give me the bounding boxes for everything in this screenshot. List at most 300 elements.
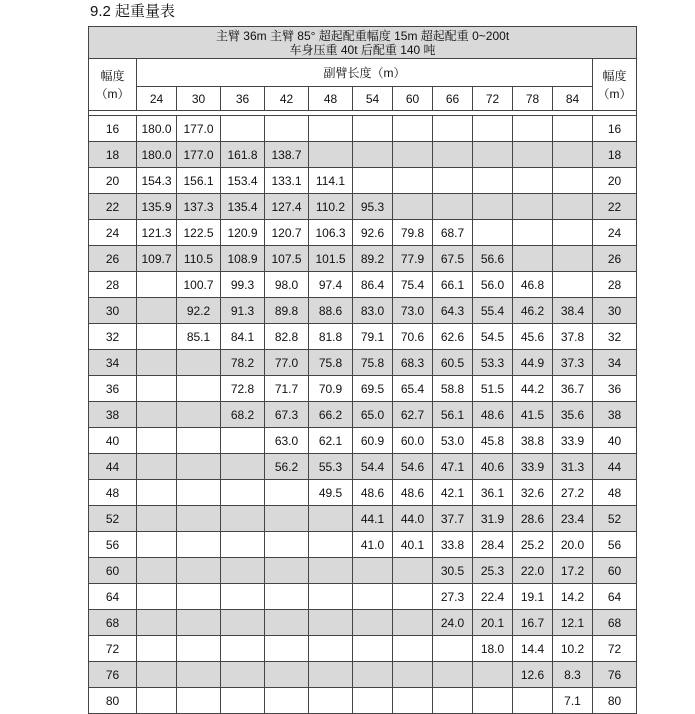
- capacity-cell: 60.5: [433, 350, 473, 376]
- capacity-cell: 89.2: [353, 246, 393, 272]
- capacity-cell: 58.8: [433, 376, 473, 402]
- radius-unit: （m）: [597, 86, 632, 101]
- radius-cell: 76: [593, 662, 637, 688]
- capacity-cell: 180.0: [137, 142, 177, 168]
- capacity-cell: [353, 142, 393, 168]
- capacity-cell: 127.4: [265, 194, 309, 220]
- capacity-cell: [473, 662, 513, 688]
- capacity-cell: 14.2: [553, 584, 593, 610]
- capacity-cell: [137, 298, 177, 324]
- capacity-cell: 22.0: [513, 558, 553, 584]
- capacity-cell: 36.1: [473, 480, 513, 506]
- capacity-cell: 60.9: [353, 428, 393, 454]
- capacity-cell: 46.2: [513, 298, 553, 324]
- capacity-cell: 46.8: [513, 272, 553, 298]
- table-row: [89, 246, 637, 272]
- capacity-cell: 37.3: [553, 350, 593, 376]
- radius-cell: 16: [593, 116, 637, 142]
- jib-length-cell: 24: [137, 87, 177, 111]
- radius-cell: 48: [593, 480, 637, 506]
- capacity-cell: 60.0: [393, 428, 433, 454]
- capacity-cell: [433, 168, 473, 194]
- capacity-cell: 31.9: [473, 506, 513, 532]
- capacity-cell: 69.5: [353, 376, 393, 402]
- capacity-cell: [137, 376, 177, 402]
- capacity-cell: 67.5: [433, 246, 473, 272]
- capacity-cell: 12.6: [513, 662, 553, 688]
- capacity-cell: [553, 272, 593, 298]
- capacity-cell: 49.5: [309, 480, 353, 506]
- capacity-cell: 8.3: [553, 662, 593, 688]
- capacity-cell: 30.5: [433, 558, 473, 584]
- capacity-cell: 33.9: [513, 454, 553, 480]
- capacity-cell: 44.9: [513, 350, 553, 376]
- capacity-cell: [473, 194, 513, 220]
- capacity-cell: [137, 636, 177, 662]
- jib-lengths-row: [89, 87, 637, 111]
- radius-label: 幅度: [100, 68, 125, 83]
- capacity-cell: 37.7: [433, 506, 473, 532]
- table-row: [89, 454, 637, 480]
- capacity-cell: 23.4: [553, 506, 593, 532]
- radius-cell: 20: [89, 168, 137, 194]
- capacity-cell: 27.3: [433, 584, 473, 610]
- capacity-cell: 95.3: [353, 194, 393, 220]
- capacity-cell: [221, 636, 265, 662]
- capacity-cell: [137, 480, 177, 506]
- capacity-cell: [473, 168, 513, 194]
- capacity-cell: 31.3: [553, 454, 593, 480]
- capacity-cell: [137, 662, 177, 688]
- capacity-cell: [221, 610, 265, 636]
- radius-cell: 68: [89, 610, 137, 636]
- capacity-cell: [433, 636, 473, 662]
- capacity-cell: 86.4: [353, 272, 393, 298]
- capacity-cell: 38.8: [513, 428, 553, 454]
- radius-cell: 52: [593, 506, 637, 532]
- radius-cell: 28: [593, 272, 637, 298]
- radius-cell: 30: [593, 298, 637, 324]
- capacity-cell: [433, 662, 473, 688]
- capacity-cell: [553, 142, 593, 168]
- capacity-cell: [473, 688, 513, 714]
- capacity-cell: 100.7: [177, 272, 221, 298]
- radius-cell: 18: [593, 142, 637, 168]
- capacity-cell: 35.6: [553, 402, 593, 428]
- table-row: [89, 428, 637, 454]
- capacity-cell: 56.6: [473, 246, 513, 272]
- capacity-cell: [393, 142, 433, 168]
- table-row: [89, 142, 637, 168]
- radius-cell: 64: [593, 584, 637, 610]
- radius-cell: 24: [593, 220, 637, 246]
- capacity-cell: 177.0: [177, 142, 221, 168]
- radius-cell: 30: [89, 298, 137, 324]
- radius-cell: 64: [89, 584, 137, 610]
- capacity-cell: [221, 116, 265, 142]
- capacity-cell: [177, 402, 221, 428]
- capacity-cell: [393, 558, 433, 584]
- capacity-cell: 20.1: [473, 610, 513, 636]
- capacity-cell: 66.1: [433, 272, 473, 298]
- capacity-cell: [353, 688, 393, 714]
- capacity-cell: 28.4: [473, 532, 513, 558]
- capacity-cell: 44.2: [513, 376, 553, 402]
- capacity-cell: [309, 688, 353, 714]
- radius-cell: 26: [89, 246, 137, 272]
- capacity-cell: [353, 584, 393, 610]
- capacity-cell: 62.1: [309, 428, 353, 454]
- capacity-cell: 53.3: [473, 350, 513, 376]
- radius-cell: 76: [89, 662, 137, 688]
- capacity-cell: 48.6: [393, 480, 433, 506]
- table-row: [89, 376, 637, 402]
- capacity-cell: 10.2: [553, 636, 593, 662]
- capacity-cell: [513, 168, 553, 194]
- capacity-cell: 120.7: [265, 220, 309, 246]
- capacity-cell: [177, 350, 221, 376]
- capacity-cell: 22.4: [473, 584, 513, 610]
- capacity-cell: 33.8: [433, 532, 473, 558]
- jib-length-cell: 78: [513, 87, 553, 111]
- radius-cell: 72: [89, 636, 137, 662]
- capacity-cell: 91.3: [221, 298, 265, 324]
- capacity-cell: [177, 480, 221, 506]
- capacity-cell: 154.3: [137, 168, 177, 194]
- capacity-cell: [353, 116, 393, 142]
- radius-cell: 44: [593, 454, 637, 480]
- capacity-cell: 44.1: [353, 506, 393, 532]
- capacity-cell: [309, 116, 353, 142]
- capacity-cell: 48.6: [473, 402, 513, 428]
- capacity-cell: 25.3: [473, 558, 513, 584]
- capacity-cell: [137, 506, 177, 532]
- table-row: [89, 532, 637, 558]
- capacity-cell: 98.0: [265, 272, 309, 298]
- capacity-cell: [393, 194, 433, 220]
- jib-length-cell: 30: [177, 87, 221, 111]
- table-row: [89, 636, 637, 662]
- capacity-cell: 47.1: [433, 454, 473, 480]
- table-row: [89, 506, 637, 532]
- capacity-cell: [309, 610, 353, 636]
- capacity-cell: [137, 324, 177, 350]
- capacity-cell: 62.7: [393, 402, 433, 428]
- jib-length-cell: 48: [309, 87, 353, 111]
- radius-label: 幅度: [602, 68, 627, 83]
- table-row: [89, 220, 637, 246]
- capacity-cell: 27.2: [553, 480, 593, 506]
- capacity-cell: 64.3: [433, 298, 473, 324]
- capacity-cell: [177, 454, 221, 480]
- capacity-cell: [221, 558, 265, 584]
- jib-length-cell: 36: [221, 87, 265, 111]
- radius-cell: 72: [593, 636, 637, 662]
- capacity-cell: 65.4: [393, 376, 433, 402]
- capacity-cell: 89.8: [265, 298, 309, 324]
- radius-cell: 34: [89, 350, 137, 376]
- capacity-cell: 17.2: [553, 558, 593, 584]
- table-row: [89, 402, 637, 428]
- capacity-cell: [265, 610, 309, 636]
- capacity-cell: 135.4: [221, 194, 265, 220]
- capacity-cell: 12.1: [553, 610, 593, 636]
- capacity-cell: [137, 558, 177, 584]
- capacity-cell: 45.6: [513, 324, 553, 350]
- jib-length-cell: 54: [353, 87, 393, 111]
- jib-length-cell: 66: [433, 87, 473, 111]
- radius-cell: 36: [89, 376, 137, 402]
- radius-cell: 34: [593, 350, 637, 376]
- radius-cell: 16: [89, 116, 137, 142]
- capacity-cell: [553, 168, 593, 194]
- radius-cell: 60: [593, 558, 637, 584]
- capacity-cell: [137, 454, 177, 480]
- capacity-cell: 65.0: [353, 402, 393, 428]
- capacity-cell: [221, 584, 265, 610]
- capacity-cell: 18.0: [473, 636, 513, 662]
- capacity-cell: [309, 636, 353, 662]
- capacity-cell: [553, 116, 593, 142]
- radius-cell: 40: [89, 428, 137, 454]
- capacity-cell: 110.5: [177, 246, 221, 272]
- capacity-cell: [513, 688, 553, 714]
- capacity-cell: 109.7: [137, 246, 177, 272]
- capacity-cell: 79.1: [353, 324, 393, 350]
- capacity-cell: [309, 142, 353, 168]
- capacity-cell: 67.3: [265, 402, 309, 428]
- capacity-cell: 54.6: [393, 454, 433, 480]
- table-row: [89, 480, 637, 506]
- capacity-cell: [393, 662, 433, 688]
- radius-cell: 22: [89, 194, 137, 220]
- capacity-cell: [221, 688, 265, 714]
- working-conditions: [89, 27, 637, 59]
- capacity-cell: 37.8: [553, 324, 593, 350]
- capacity-cell: 92.6: [353, 220, 393, 246]
- capacity-cell: [513, 116, 553, 142]
- capacity-cell: 55.4: [473, 298, 513, 324]
- radius-unit: （m）: [95, 86, 130, 101]
- radius-cell: 48: [89, 480, 137, 506]
- capacity-cell: [137, 350, 177, 376]
- capacity-cell: [137, 584, 177, 610]
- radius-header-right: [593, 59, 637, 111]
- capacity-cell: [553, 246, 593, 272]
- capacity-cell: 79.8: [393, 220, 433, 246]
- capacity-cell: [353, 168, 393, 194]
- capacity-cell: [177, 688, 221, 714]
- capacity-cell: [513, 220, 553, 246]
- capacity-cell: [265, 532, 309, 558]
- capacity-cell: 56.0: [473, 272, 513, 298]
- capacity-cell: [177, 376, 221, 402]
- capacity-cell: 85.1: [177, 324, 221, 350]
- capacity-cell: 101.5: [309, 246, 353, 272]
- table-row: [89, 688, 637, 714]
- capacity-cell: 28.6: [513, 506, 553, 532]
- radius-cell: 36: [593, 376, 637, 402]
- table-row: [89, 558, 637, 584]
- capacity-cell: [221, 506, 265, 532]
- capacity-cell: [137, 688, 177, 714]
- jib-length-cell: 42: [265, 87, 309, 111]
- capacity-cell: [433, 142, 473, 168]
- capacity-cell: 97.4: [309, 272, 353, 298]
- capacity-cell: 68.7: [433, 220, 473, 246]
- capacity-cell: 75.4: [393, 272, 433, 298]
- capacity-cell: [137, 402, 177, 428]
- capacity-cell: 62.6: [433, 324, 473, 350]
- capacity-cell: 63.0: [265, 428, 309, 454]
- capacity-cell: [177, 610, 221, 636]
- capacity-cell: 153.4: [221, 168, 265, 194]
- capacity-cell: 54.5: [473, 324, 513, 350]
- capacity-cell: 77.0: [265, 350, 309, 376]
- radius-cell: 56: [89, 532, 137, 558]
- capacity-cell: [177, 532, 221, 558]
- table-row: [89, 116, 637, 142]
- capacity-cell: [513, 246, 553, 272]
- capacity-cell: 107.5: [265, 246, 309, 272]
- capacity-cell: [393, 116, 433, 142]
- capacity-cell: [137, 532, 177, 558]
- conditions-line-1: 主臂 36m 主臂 85° 超起配重幅度 15m 超起配重 0~200t: [215, 28, 510, 43]
- capacity-cell: 78.2: [221, 350, 265, 376]
- capacity-cell: 53.0: [433, 428, 473, 454]
- capacity-cell: [433, 688, 473, 714]
- capacity-cell: [177, 558, 221, 584]
- capacity-cell: [265, 662, 309, 688]
- table-row: [89, 350, 637, 376]
- capacity-cell: 54.4: [353, 454, 393, 480]
- capacity-cell: 25.2: [513, 532, 553, 558]
- capacity-cell: 82.8: [265, 324, 309, 350]
- capacity-cell: 48.6: [353, 480, 393, 506]
- capacity-cell: [309, 532, 353, 558]
- capacity-cell: 20.0: [553, 532, 593, 558]
- section-title: 9.2 起重量表: [90, 3, 176, 20]
- capacity-cell: 135.9: [137, 194, 177, 220]
- radius-cell: 22: [593, 194, 637, 220]
- capacity-cell: 45.8: [473, 428, 513, 454]
- capacity-cell: [393, 688, 433, 714]
- table-row: [89, 584, 637, 610]
- radius-cell: 52: [89, 506, 137, 532]
- radius-cell: 20: [593, 168, 637, 194]
- capacity-cell: 40.1: [393, 532, 433, 558]
- capacity-cell: 108.9: [221, 246, 265, 272]
- capacity-cell: [473, 220, 513, 246]
- capacity-cell: 14.4: [513, 636, 553, 662]
- radius-cell: 38: [89, 402, 137, 428]
- capacity-cell: [353, 558, 393, 584]
- capacity-cell: [309, 558, 353, 584]
- capacity-cell: 41.5: [513, 402, 553, 428]
- radius-cell: 26: [593, 246, 637, 272]
- load-chart-table: [88, 26, 637, 714]
- capacity-cell: 68.2: [221, 402, 265, 428]
- capacity-cell: 42.1: [433, 480, 473, 506]
- capacity-cell: 40.6: [473, 454, 513, 480]
- capacity-cell: [177, 584, 221, 610]
- capacity-cell: 133.1: [265, 168, 309, 194]
- capacity-cell: 99.3: [221, 272, 265, 298]
- capacity-cell: 7.1: [553, 688, 593, 714]
- capacity-cell: [137, 428, 177, 454]
- capacity-cell: [221, 532, 265, 558]
- capacity-cell: 161.8: [221, 142, 265, 168]
- capacity-cell: 32.6: [513, 480, 553, 506]
- capacity-cell: [265, 506, 309, 532]
- table-row: [89, 194, 637, 220]
- capacity-cell: 177.0: [177, 116, 221, 142]
- capacity-cell: [393, 584, 433, 610]
- table-row: [89, 298, 637, 324]
- capacity-cell: 77.9: [393, 246, 433, 272]
- capacity-cell: [221, 662, 265, 688]
- capacity-cell: [265, 688, 309, 714]
- capacity-cell: [265, 116, 309, 142]
- radius-cell: 32: [593, 324, 637, 350]
- capacity-cell: 24.0: [433, 610, 473, 636]
- capacity-cell: [513, 194, 553, 220]
- capacity-cell: [309, 584, 353, 610]
- capacity-cell: 75.8: [309, 350, 353, 376]
- capacity-cell: 106.3: [309, 220, 353, 246]
- capacity-cell: 41.0: [353, 532, 393, 558]
- capacity-cell: 16.7: [513, 610, 553, 636]
- radius-cell: 80: [593, 688, 637, 714]
- capacity-cell: [393, 610, 433, 636]
- capacity-cell: [177, 636, 221, 662]
- capacity-cell: [473, 116, 513, 142]
- capacity-cell: [393, 636, 433, 662]
- capacity-cell: [309, 506, 353, 532]
- capacity-cell: [265, 636, 309, 662]
- capacity-cell: 137.3: [177, 194, 221, 220]
- radius-cell: 28: [89, 272, 137, 298]
- table-row: [89, 610, 637, 636]
- capacity-cell: 72.8: [221, 376, 265, 402]
- radius-cell: 38: [593, 402, 637, 428]
- table-row: [89, 324, 637, 350]
- capacity-cell: 92.2: [177, 298, 221, 324]
- radius-cell: 32: [89, 324, 137, 350]
- capacity-cell: [177, 428, 221, 454]
- capacity-cell: 55.3: [309, 454, 353, 480]
- capacity-cell: 70.6: [393, 324, 433, 350]
- table-row: [89, 662, 637, 688]
- capacity-cell: 88.6: [309, 298, 353, 324]
- capacity-cell: 56.1: [433, 402, 473, 428]
- capacity-cell: [353, 662, 393, 688]
- capacity-cell: 156.1: [177, 168, 221, 194]
- capacity-cell: 120.9: [221, 220, 265, 246]
- radius-cell: 80: [89, 688, 137, 714]
- capacity-cell: [221, 428, 265, 454]
- capacity-cell: [433, 194, 473, 220]
- capacity-cell: 19.1: [513, 584, 553, 610]
- capacity-cell: [393, 168, 433, 194]
- capacity-cell: [177, 506, 221, 532]
- radius-cell: 40: [593, 428, 637, 454]
- capacity-cell: [353, 610, 393, 636]
- capacity-cell: 51.5: [473, 376, 513, 402]
- radius-header-left: [89, 59, 137, 111]
- capacity-cell: 36.7: [553, 376, 593, 402]
- jib-length-cell: 60: [393, 87, 433, 111]
